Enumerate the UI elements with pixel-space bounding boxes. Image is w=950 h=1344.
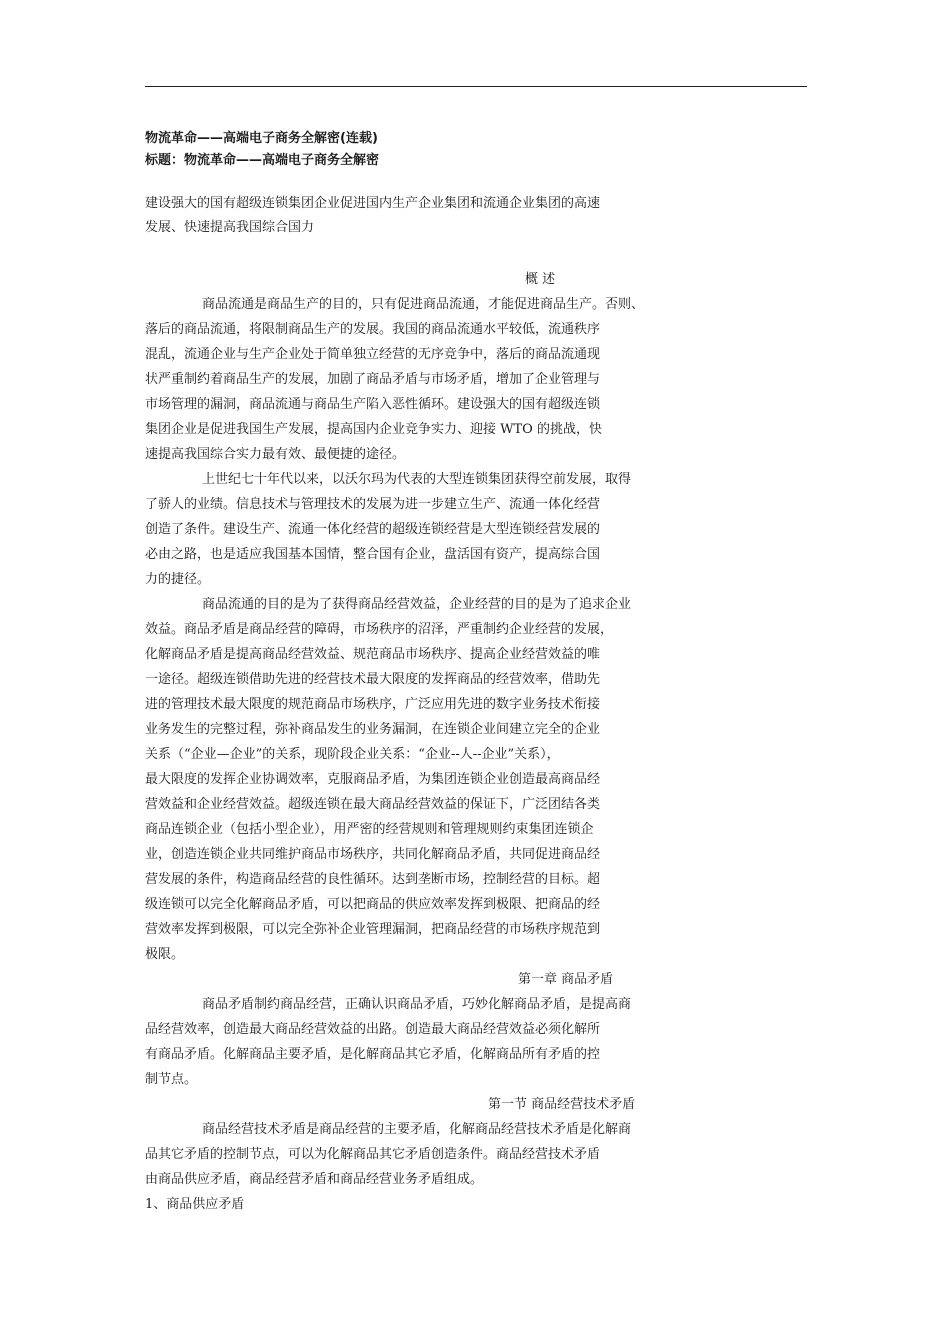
intro-line: 发展、快速提高我国综合国力 [145, 220, 315, 235]
text-line: 进的管理技术最大限度的规范商品市场秩序，广泛应用先进的数字业务技术衔接 [145, 697, 601, 712]
text-line: 效益。商品矛盾是商品经营的障碍，市场秩序的沼泽，严重制约企业经营的发展， [145, 622, 614, 637]
doc-subtitle: 标题：物流革命——高端电子商务全解密 [145, 153, 380, 168]
text-line: 最大限度的发挥企业协调效率，克服商品矛盾，为集团连锁企业创造最高商品经 [145, 772, 601, 787]
chapter-1-heading: 第一章 商品矛盾 [518, 972, 614, 987]
section-1-paragraph [145, 1117, 685, 1192]
text-line: 业务发生的完整过程，弥补商品发生的业务漏洞，在连锁企业间建立完全的企业 [145, 722, 601, 737]
text-line: 极限。 [145, 947, 185, 962]
text-line: 商品矛盾制约商品经营，正确认识商品矛盾，巧妙化解商品矛盾，是提高商 [202, 997, 632, 1012]
text-line: 速提高我国综合实力最有效、最便捷的途径。 [145, 447, 406, 462]
overview-paragraph-1 [145, 292, 685, 467]
header-rule [145, 86, 807, 87]
text-line: 营效率发挥到极限，可以完全弥补企业管理漏洞，把商品经营的市场秩序规范到 [145, 922, 601, 937]
text-line: 创造了条件。建设生产、流通一体化经营的超级连锁经营是大型连锁经营发展的 [145, 522, 601, 537]
text-line: 营发展的条件，构造商品经营的良性循环。达到垄断市场，控制经营的目标。超 [145, 872, 601, 887]
section-1-heading: 第一节 商品经营技术矛盾 [488, 1097, 636, 1112]
doc-title: 物流革命——高端电子商务全解密(连载) [145, 131, 378, 146]
text-line: 商品流通是商品生产的目的，只有促进商品流通，才能促进商品生产。否则、 [202, 297, 645, 312]
intro-block [145, 192, 685, 240]
text-line: 品经营效率，创造最大商品经营效益的出路。创造最大商品经营效益必须化解所 [145, 1022, 601, 1037]
text-line: 制节点。 [145, 1072, 198, 1087]
text-line: 品其它矛盾的控制节点，可以为化解商品其它矛盾创造条件。商品经营技术矛盾 [145, 1147, 601, 1162]
intro-line: 建设强大的国有超级连锁集团企业促进国内生产企业集团和流通企业集团的高速 [145, 196, 601, 211]
text-line: 营效益和企业经营效益。超级连锁在最大商品经营效益的保证下，广泛团结各类 [145, 797, 601, 812]
text-line: 落后的商品流通，将限制商品生产的发展。我国的商品流通水平较低，流通秩序 [145, 322, 601, 337]
text-line: 混乱，流通企业与生产企业处于简单独立经营的无序竞争中，落后的商品流通现 [145, 347, 601, 362]
text-line: 状严重制约着商品生产的发展，加剧了商品矛盾与市场矛盾，增加了企业管理与 [145, 372, 601, 387]
text-line: 了骄人的业绩。信息技术与管理技术的发展为进一步建立生产、流通一体化经营 [145, 497, 601, 512]
text-line: 业，创造连锁企业共同维护商品市场秩序，共同化解商品矛盾，共同促进商品经 [145, 847, 601, 862]
text-line: 化解商品矛盾是提高商品经营效益、规范商品市场秩序、提高企业经营效益的唯 [145, 647, 601, 662]
overview-heading: 概 述 [525, 272, 556, 287]
text-line: 关系（“企业—企业”的关系，现阶段企业关系：“企业--人--企业”关系）， [145, 747, 560, 762]
text-line: 市场管理的漏洞，商品流通与商品生产陷入恶性循环。建设强大的国有超级连锁 [145, 397, 601, 412]
document-body [145, 128, 685, 1217]
text-line: 上世纪七十年代以来，以沃尔玛为代表的大型连锁集团获得空前发展，取得 [202, 472, 632, 487]
text-line: 力的捷径。 [145, 572, 211, 587]
subsection-heading: 1、商品供应矛盾 [145, 1197, 245, 1212]
overview-paragraph-3 [145, 592, 685, 967]
text-line: 商品连锁企业（包括小型企业），用严密的经营规则和管理规则约束集团连锁企 [145, 822, 594, 837]
text-line: 一途径。超级连锁借助先进的经营技术最大限度的发挥商品的经营效率，借助先 [145, 672, 601, 687]
text-line: 由商品供应矛盾，商品经营矛盾和商品经营业务矛盾组成。 [145, 1172, 484, 1187]
text-line: 商品经营技术矛盾是商品经营的主要矛盾，化解商品经营技术矛盾是化解商 [202, 1122, 632, 1137]
text-line: 集团企业是促进我国生产发展，提高国内企业竞争实力、迎接 WTO 的挑战，快 [145, 422, 602, 437]
text-line: 级连锁可以完全化解商品矛盾，可以把商品的供应效率发挥到极限、把商品的经 [145, 897, 601, 912]
text-line: 商品流通的目的是为了获得商品经营效益，企业经营的目的是为了追求企业 [202, 597, 632, 612]
chapter-1-paragraph [145, 992, 685, 1092]
text-line: 必由之路，也是适应我国基本国情，整合国有企业，盘活国有资产，提高综合国 [145, 547, 601, 562]
overview-paragraph-2 [145, 467, 685, 592]
text-line: 有商品矛盾。化解商品主要矛盾，是化解商品其它矛盾，化解商品所有矛盾的控 [145, 1047, 601, 1062]
